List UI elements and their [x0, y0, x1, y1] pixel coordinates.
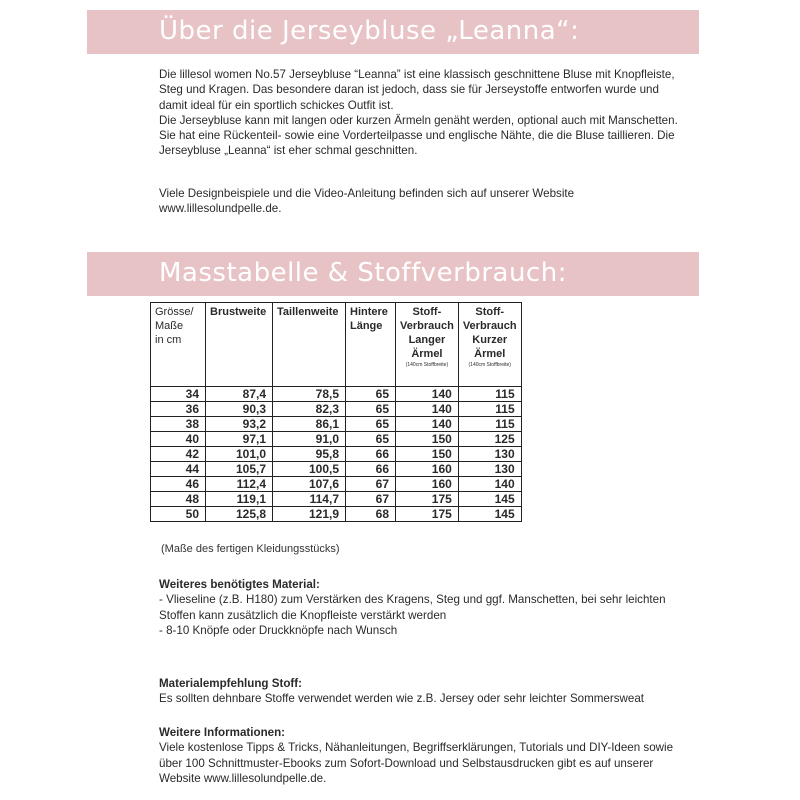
table-header-text: Hintere: [350, 306, 388, 318]
table-cell: 145: [458, 507, 521, 522]
table-header-text: Kurzer: [472, 334, 508, 346]
table-header-subtext: (140cm Stoffbreite): [468, 362, 511, 368]
table-cell: 50: [151, 507, 206, 522]
table-cell: 90,3: [206, 402, 273, 417]
table-cell: 65: [346, 417, 396, 432]
table-cell: 34: [151, 387, 206, 402]
section-banner-about: [87, 10, 699, 54]
table-header-text: Langer: [408, 334, 446, 346]
info-line: Website www.lillesolundpelle.de.: [159, 771, 327, 785]
table-header-cell: [273, 303, 346, 387]
about-line: Die Jerseybluse kann mit langen oder kurzen Ärmeln genäht werden, optional auch mit Manschetten.: [159, 113, 678, 127]
table-row: [151, 462, 522, 477]
table-header-text: Ärmel: [411, 348, 443, 360]
table-cell: 115: [458, 402, 521, 417]
table-header-text: Stoff-: [475, 306, 505, 318]
table-header-text: Grösse/: [155, 306, 194, 318]
about-line: Die lillesol women No.57 Jerseybluse “Leanna” ist eine klassisch geschnittene Bluse mit Knopfleiste,: [159, 68, 675, 81]
table-header-cell: [396, 303, 459, 387]
table-cell: 87,4: [206, 387, 273, 402]
material-line: - Vlieseline (z.B. H180) zum Verstärken des Kragens, Steg und ggf. Manschetten, bei sehr leichten: [159, 593, 666, 607]
table-header-cell: [458, 303, 521, 387]
table-cell: 130: [458, 462, 521, 477]
fabric-line: Es sollten dehnbare Stoffe verwendet werden wie z.B. Jersey oder sehr leichter Sommersweat: [159, 692, 645, 706]
material-block: [159, 577, 719, 638]
table-header-text: Brustweite: [210, 306, 267, 318]
table-cell: 145: [458, 492, 521, 507]
table-cell: 125,8: [206, 507, 273, 522]
table-header-text: Verbrauch: [462, 320, 517, 332]
table-row: [151, 447, 522, 462]
table-cell: 140: [396, 417, 459, 432]
material-line: - 8-10 Knöpfe oder Druckknöpfe nach Wunsch: [159, 623, 398, 637]
table-header-row: [151, 303, 522, 387]
material-line: Stoffen kann zusätzlich die Knopfleiste verstärkt werden: [159, 608, 447, 622]
table-cell: 121,9: [273, 507, 346, 522]
table-cell: 114,7: [273, 492, 346, 507]
table-cell: 140: [458, 477, 521, 492]
table-cell: 68: [346, 507, 396, 522]
table-row: [151, 387, 522, 402]
table-row: [151, 432, 522, 447]
table-cell: 38: [151, 417, 206, 432]
about-line: Steg und Kragen. Das besondere daran ist jedoch, dass sie für Jerseystoffe entworfen wurde und: [159, 83, 659, 97]
table-cell: 67: [346, 477, 396, 492]
table-header-cell: [151, 303, 206, 387]
table-cell: 95,8: [273, 447, 346, 462]
section-title-about: Über die Jerseybluse „Leanna“:: [159, 16, 580, 46]
table-cell: 44: [151, 462, 206, 477]
about-line: damit ideal für ein sportlich schickes Outfit ist.: [159, 98, 394, 112]
table-cell: 93,2: [206, 417, 273, 432]
table-cell: 125: [458, 432, 521, 447]
table-cell: 175: [396, 507, 459, 522]
table-row: [151, 402, 522, 417]
table-cell: 115: [458, 387, 521, 402]
table-cell: 66: [346, 462, 396, 477]
table-cell: 78,5: [273, 387, 346, 402]
table-cell: 48: [151, 492, 206, 507]
table-cell: 36: [151, 402, 206, 417]
table-cell: 150: [396, 447, 459, 462]
fabric-heading: Materialempfehlung Stoff:: [159, 677, 302, 690]
table-cell: 100,5: [273, 462, 346, 477]
table-header-text: Stoff-: [412, 306, 442, 318]
section-banner-sizes: [87, 252, 699, 296]
table-header-cell: [346, 303, 396, 387]
table-cell: 101,0: [206, 447, 273, 462]
table-cell: 86,1: [273, 417, 346, 432]
table-row: [151, 492, 522, 507]
table-note: (Maße des fertigen Kleidungsstücks): [161, 543, 340, 555]
info-heading: Weitere Informationen:: [159, 726, 286, 739]
table-cell: 140: [396, 402, 459, 417]
table-cell: 105,7: [206, 462, 273, 477]
about-line: Jerseybluse „Leanna“ ist eher schmal geschnitten.: [159, 144, 418, 158]
size-table: [150, 302, 522, 522]
table-header-subtext: (140cm Stoffbreite): [405, 362, 449, 368]
table-header-text: in cm: [155, 334, 182, 346]
table-row: [151, 417, 522, 432]
table-header-text: Verbrauch: [400, 320, 454, 332]
fabric-block: [159, 676, 719, 707]
table-cell: 160: [396, 477, 459, 492]
table-cell: 97,1: [206, 432, 273, 447]
info-line: über 100 Schnittmuster-Ebooks zum Sofort-Download und Selbstausdrucken gibt es auf unserer: [159, 756, 654, 770]
table-header-text: Maße: [155, 320, 184, 332]
table-cell: 65: [346, 387, 396, 402]
table-header-text: Länge: [350, 320, 383, 332]
table-cell: 46: [151, 477, 206, 492]
table-row: [151, 507, 522, 522]
info-line: Viele kostenlose Tipps & Tricks, Nähanleitungen, Begriffserklärungen, Tutorials und DIY-Ideen sowie: [159, 741, 674, 755]
table-cell: 160: [396, 462, 459, 477]
table-cell: 65: [346, 432, 396, 447]
table-cell: 130: [458, 447, 521, 462]
table-cell: 42: [151, 447, 206, 462]
table-cell: 82,3: [273, 402, 346, 417]
table-cell: 65: [346, 402, 396, 417]
about-line: Sie hat eine Rückenteil- sowie eine Vorderteilpasse und englische Nähte, die die Bluse taillieren. Die: [159, 129, 675, 143]
table-cell: 175: [396, 492, 459, 507]
table-cell: 91,0: [273, 432, 346, 447]
table-body: [151, 387, 522, 522]
website-link[interactable]: www.lillesolundpelle.de.: [159, 202, 282, 216]
material-heading: Weiteres benötigtes Material:: [159, 578, 320, 591]
info-block: [159, 725, 719, 786]
table-cell: 119,1: [206, 492, 273, 507]
table-cell: 150: [396, 432, 459, 447]
table-cell: 112,4: [206, 477, 273, 492]
website-paragraph: [159, 186, 719, 217]
table-header-text: Taillenweite: [277, 306, 339, 318]
table-header-cell: [206, 303, 273, 387]
section-title-sizes: Masstabelle & Stoffverbrauch:: [159, 258, 567, 288]
table-row: [151, 477, 522, 492]
table-header-text: Ärmel: [474, 348, 506, 360]
website-line: Viele Designbeispiele und die Video-Anleitung befinden sich auf unserer Website: [159, 187, 575, 200]
table-cell: 40: [151, 432, 206, 447]
table-cell: 115: [458, 417, 521, 432]
table-cell: 140: [396, 387, 459, 402]
table-cell: 107,6: [273, 477, 346, 492]
table-cell: 67: [346, 492, 396, 507]
about-paragraph: [159, 67, 719, 159]
table-cell: 66: [346, 447, 396, 462]
